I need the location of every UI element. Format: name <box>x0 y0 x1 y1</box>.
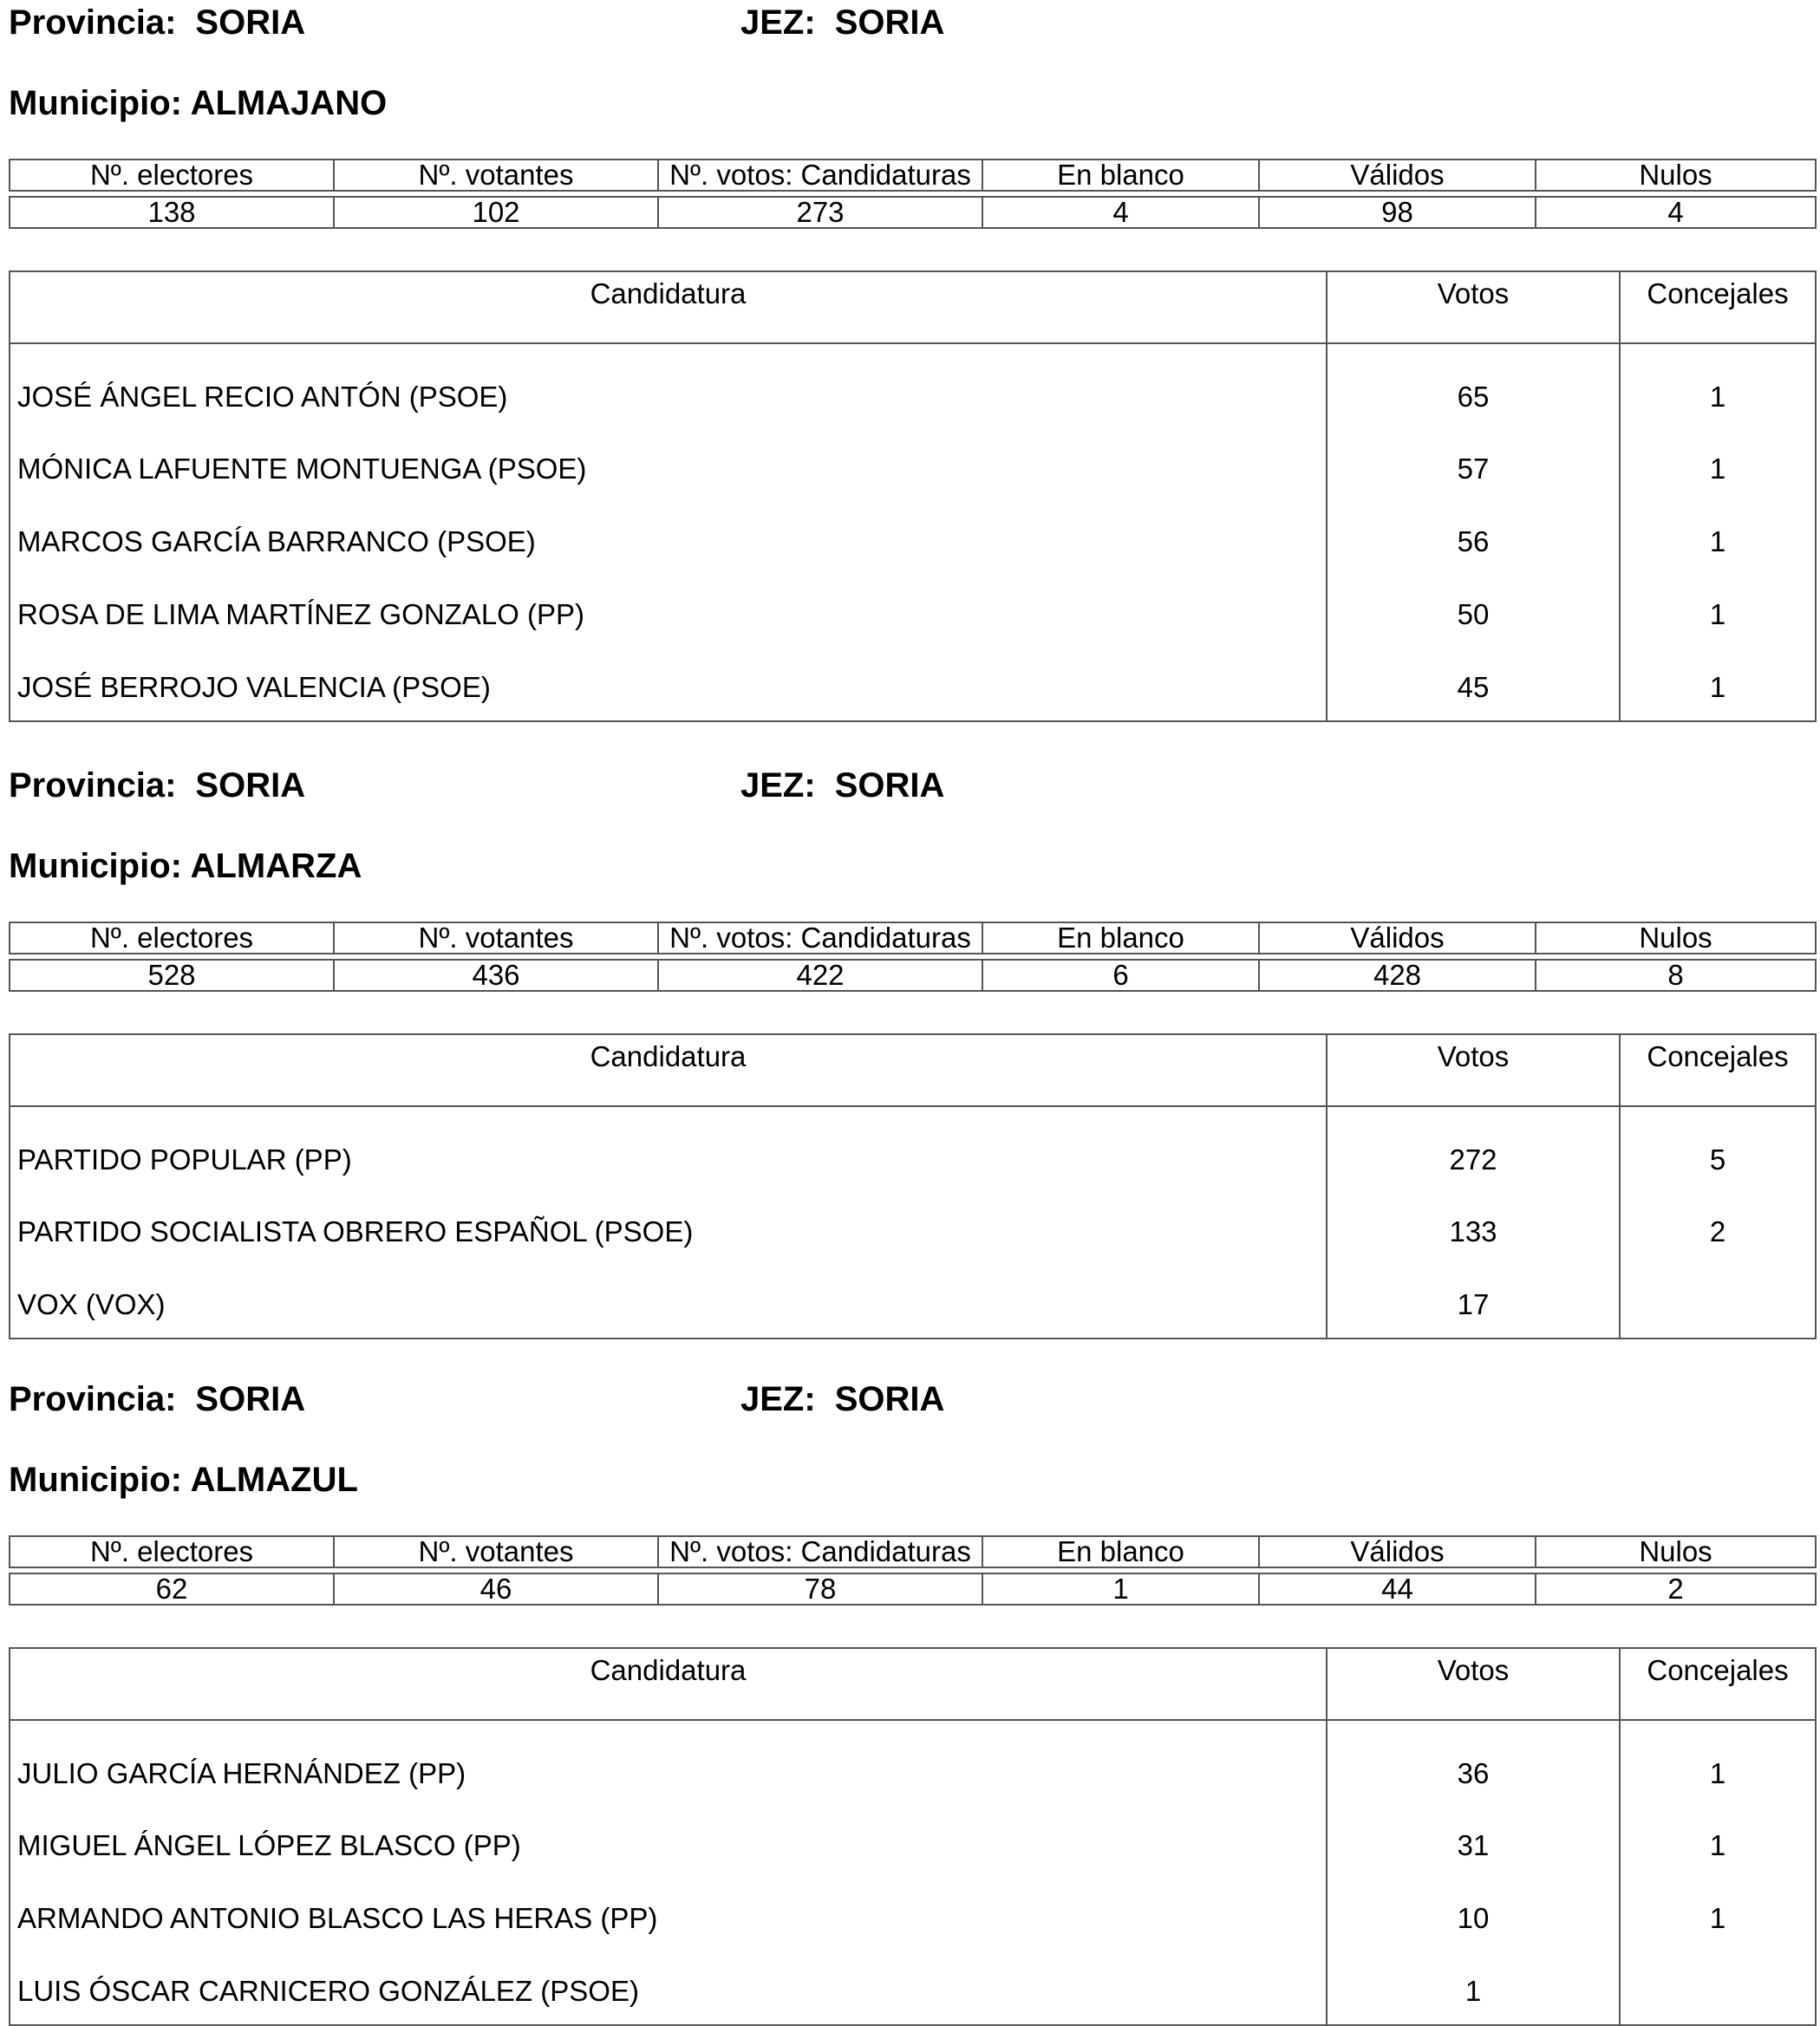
candidate-votos: 56 <box>1327 503 1620 576</box>
candidate-votos: 272 <box>1327 1106 1620 1193</box>
candidate-concejales: 1 <box>1620 1720 1816 1807</box>
stats-header-cell: Nº. votantes <box>334 1536 658 1567</box>
candidate-votos: 57 <box>1327 430 1620 503</box>
candidatura-header: Candidatura <box>10 1648 1327 1720</box>
stats-header-cell: Nº. votos: Candidaturas <box>658 160 982 191</box>
stats-header-cell: En blanco <box>982 922 1259 954</box>
candidate-name: MIGUEL ÁNGEL LÓPEZ BLASCO (PP) <box>17 1829 521 1861</box>
stats-value-cell: 2 <box>1536 1573 1816 1605</box>
table-row <box>10 1952 1816 2025</box>
candidate-concejales <box>1620 1952 1816 2025</box>
table-row <box>10 1807 1816 1879</box>
stats-header-cell: Válidos <box>1259 922 1536 954</box>
candidate-votos: 1 <box>1327 1952 1620 2025</box>
table-row <box>10 503 1816 576</box>
table-row <box>10 430 1816 503</box>
provincia-header <box>9 768 305 803</box>
municipio-value: ALMAZUL <box>190 1461 358 1499</box>
candidate-name: VOX (VOX) <box>17 1287 166 1320</box>
candidate-concejales: 1 <box>1620 1879 1816 1952</box>
stats-value-cell: 62 <box>10 1573 334 1605</box>
stats-header-cell: Nº. votos: Candidaturas <box>658 922 982 954</box>
candidates-table <box>9 1033 1817 1339</box>
candidate-votos: 10 <box>1327 1879 1620 1952</box>
candidate-concejales: 1 <box>1620 503 1816 576</box>
stats-header-cell: Nº. electores <box>10 922 334 954</box>
candidates-table <box>9 270 1817 722</box>
stats-header-cell: Nulos <box>1536 1536 1816 1567</box>
stats-header-cell: Nº. electores <box>10 160 334 191</box>
votos-header: Votos <box>1327 1648 1620 1720</box>
jez-value: SORIA <box>834 1380 945 1418</box>
table-row <box>10 648 1816 721</box>
stats-value-cell: 44 <box>1259 1573 1536 1605</box>
candidate-votos: 45 <box>1327 648 1620 721</box>
stats-header-cell: Válidos <box>1259 160 1536 191</box>
stats-header-table <box>9 159 1817 192</box>
stats-value-cell: 8 <box>1536 960 1816 991</box>
municipio-value: ALMARZA <box>190 847 362 885</box>
jez-header <box>740 768 944 803</box>
municipio-label: Municipio: <box>9 847 182 885</box>
stats-header-cell: Nº. votantes <box>334 922 658 954</box>
stats-header-table <box>9 1535 1817 1568</box>
votos-header: Votos <box>1327 271 1620 343</box>
table-row <box>10 343 1816 430</box>
stats-values-table <box>9 959 1817 992</box>
stats-header-cell: Nº. electores <box>10 1536 334 1567</box>
candidate-concejales: 1 <box>1620 430 1816 503</box>
table-row <box>10 576 1816 648</box>
candidate-concejales: 1 <box>1620 343 1816 430</box>
candidate-name: MÓNICA LAFUENTE MONTUENGA (PSOE) <box>17 453 587 485</box>
candidate-votos: 133 <box>1327 1193 1620 1266</box>
jez-value: SORIA <box>834 766 945 805</box>
candidate-name: JOSÉ BERROJO VALENCIA (PSOE) <box>17 670 491 703</box>
table-row <box>10 1266 1816 1339</box>
stats-value-cell: 6 <box>982 960 1259 991</box>
concejales-header: Concejales <box>1620 1648 1816 1720</box>
concejales-header: Concejales <box>1620 271 1816 343</box>
provincia-label: Provincia: <box>9 3 177 42</box>
candidate-concejales: 1 <box>1620 576 1816 648</box>
stats-value-cell: 46 <box>334 1573 658 1605</box>
jez-header <box>740 1382 944 1417</box>
stats-value-cell: 4 <box>982 197 1259 228</box>
stats-value-cell: 138 <box>10 197 334 228</box>
stats-value-cell: 1 <box>982 1573 1259 1605</box>
jez-label: JEZ: <box>740 1380 816 1418</box>
candidate-concejales: 2 <box>1620 1193 1816 1266</box>
candidate-votos: 36 <box>1327 1720 1620 1807</box>
municipio-label: Municipio: <box>9 1461 182 1499</box>
stats-value-cell: 428 <box>1259 960 1536 991</box>
stats-value-cell: 102 <box>334 197 658 228</box>
votos-header: Votos <box>1327 1034 1620 1106</box>
stats-header-cell: Válidos <box>1259 1536 1536 1567</box>
candidate-name: PARTIDO POPULAR (PP) <box>17 1143 352 1176</box>
stats-values-table <box>9 196 1817 229</box>
provincia-value: SORIA <box>195 3 306 42</box>
stats-header-cell: En blanco <box>982 1536 1259 1567</box>
jez-header <box>740 5 944 40</box>
candidate-concejales <box>1620 1266 1816 1339</box>
table-row <box>10 1720 1816 1807</box>
municipio-header <box>9 849 362 883</box>
provincia-header <box>9 5 305 40</box>
candidate-concejales: 1 <box>1620 1807 1816 1879</box>
candidate-concejales: 5 <box>1620 1106 1816 1193</box>
stats-values-table <box>9 1573 1817 1606</box>
provincia-label: Provincia: <box>9 1380 177 1418</box>
candidate-name: JULIO GARCÍA HERNÁNDEZ (PP) <box>17 1756 466 1789</box>
stats-value-cell: 4 <box>1536 197 1816 228</box>
stats-header-cell: Nº. votos: Candidaturas <box>658 1536 982 1567</box>
municipio-header <box>9 1462 358 1497</box>
stats-header-cell: En blanco <box>982 160 1259 191</box>
provincia-header <box>9 1382 305 1417</box>
table-row <box>10 1106 1816 1193</box>
stats-value-cell: 436 <box>334 960 658 991</box>
provincia-label: Provincia: <box>9 766 177 805</box>
jez-label: JEZ: <box>740 3 816 42</box>
candidate-name: ARMANDO ANTONIO BLASCO LAS HERAS (PP) <box>17 1902 658 1934</box>
candidate-name: PARTIDO SOCIALISTA OBRERO ESPAÑOL (PSOE) <box>17 1215 694 1248</box>
table-row <box>10 1193 1816 1266</box>
provincia-value: SORIA <box>195 766 306 805</box>
municipio-label: Municipio: <box>9 84 182 122</box>
jez-label: JEZ: <box>740 766 816 805</box>
jez-value: SORIA <box>834 3 945 42</box>
stats-value-cell: 78 <box>658 1573 982 1605</box>
candidatura-header: Candidatura <box>10 1034 1327 1106</box>
candidate-votos: 17 <box>1327 1266 1620 1339</box>
stats-value-cell: 273 <box>658 197 982 228</box>
candidate-concejales: 1 <box>1620 648 1816 721</box>
concejales-header: Concejales <box>1620 1034 1816 1106</box>
candidate-votos: 31 <box>1327 1807 1620 1879</box>
candidate-name: ROSA DE LIMA MARTÍNEZ GONZALO (PP) <box>17 598 585 630</box>
stats-header-table <box>9 922 1817 954</box>
provincia-value: SORIA <box>195 1380 306 1418</box>
stats-value-cell: 528 <box>10 960 334 991</box>
candidate-votos: 65 <box>1327 343 1620 430</box>
candidatura-header: Candidatura <box>10 271 1327 343</box>
stats-header-cell: Nulos <box>1536 922 1816 954</box>
stats-value-cell: 422 <box>658 960 982 991</box>
table-row <box>10 1879 1816 1952</box>
candidate-name: LUIS ÓSCAR CARNICERO GONZÁLEZ (PSOE) <box>17 1974 639 2007</box>
candidate-votos: 50 <box>1327 576 1620 648</box>
municipio-header <box>9 86 387 121</box>
stats-value-cell: 98 <box>1259 197 1536 228</box>
stats-header-cell: Nulos <box>1536 160 1816 191</box>
candidate-name: JOSÉ ÁNGEL RECIO ANTÓN (PSOE) <box>17 380 508 413</box>
candidates-table <box>9 1647 1817 2026</box>
stats-header-cell: Nº. votantes <box>334 160 658 191</box>
candidate-name: MARCOS GARCÍA BARRANCO (PSOE) <box>17 525 536 557</box>
municipio-value: ALMAJANO <box>190 84 388 122</box>
